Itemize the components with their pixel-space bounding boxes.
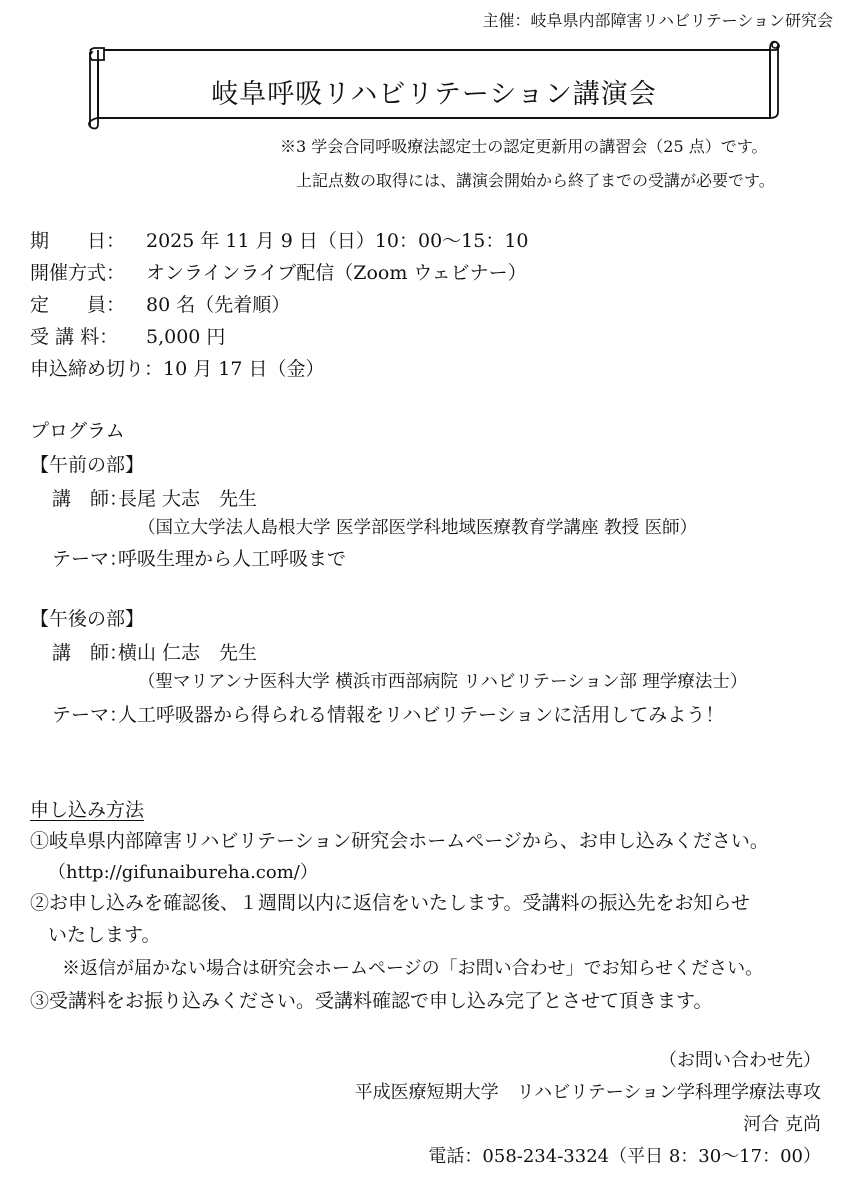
application-step-2: ②お申し込みを確認後、１週間以内に返信をいたします。受講料の振込先をお知らせ (30, 892, 750, 914)
contact-phone: 電話：058-234-3324（平日 8：30〜17：00） (428, 1146, 821, 1167)
morning-lecturer-label: 講 師： (52, 488, 129, 510)
info-row-date (30, 228, 529, 260)
date-label: 期 日： (30, 230, 126, 252)
application-heading: 申し込み方法 (30, 799, 145, 821)
afternoon-lecturer-name: 横山 仁志 先生 (118, 642, 258, 664)
application-step-3: ③受講料をお振り込みください。受講料確認で申し込み完了とさせて頂きます。 (30, 990, 713, 1012)
fee-value: 5,000 円 (146, 326, 226, 348)
application-step-2-continued: いたします。 (48, 924, 161, 946)
afternoon-theme: 人工呼吸器から得られる情報をリハビリテーションに活用してみよう！ (118, 704, 725, 726)
morning-theme-label: テーマ： (52, 548, 129, 570)
afternoon-theme-label: テーマ： (52, 704, 129, 726)
contact-person: 河合 克尚 (743, 1114, 821, 1135)
capacity-label: 定 員： (30, 294, 126, 316)
info-row-capacity (30, 292, 529, 324)
contact-organization: 平成医療短期大学 リハビリテーション学科理学療法専攻 (354, 1082, 821, 1103)
morning-theme: 呼吸生理から人工呼吸まで (118, 548, 347, 570)
afternoon-lecturer-label: 講 師： (52, 642, 129, 664)
fee-label: 受 講 料： (30, 326, 119, 348)
morning-lecturer-affiliation: （国立大学法人島根大学 医学部医学科地域医療教育学講座 教授 医師） (138, 518, 698, 538)
homepage-url-link[interactable]: （http://gifunaibureha.com/） (48, 862, 318, 883)
format-label: 開催方式： (30, 262, 126, 284)
program-heading: プログラム (30, 420, 125, 442)
info-row-fee (30, 324, 529, 356)
note-certification: ※3 学会合同呼吸療法認定士の認定更新用の講習会（25 点）です。 (280, 137, 768, 156)
deadline-value: 10 月 17 日（金） (163, 358, 325, 380)
info-row-format (30, 260, 529, 292)
morning-lecturer-name: 長尾 大志 先生 (118, 488, 258, 510)
note-attendance: 上記点数の取得には、講演会開始から終了までの受講が必要です。 (296, 171, 775, 190)
format-value: オンラインライブ配信（Zoom ウェビナー） (146, 262, 527, 284)
application-step-2-note: ※返信が届かない場合は研究会ホームページの「お問い合わせ」でお知らせください。 (62, 958, 764, 979)
contact-heading: （お問い合わせ先） (659, 1050, 821, 1071)
morning-section-heading: 【午前の部】 (30, 454, 145, 476)
afternoon-lecturer-affiliation: （聖マリアンナ医科大学 横浜市西部病院 リハビリテーション部 理学療法士） (138, 672, 748, 692)
afternoon-section-heading: 【午後の部】 (30, 608, 145, 630)
info-row-deadline (30, 356, 529, 388)
capacity-value: 80 名（先着順） (146, 294, 291, 316)
deadline-label: 申込締め切り： (30, 358, 164, 380)
event-info (30, 228, 529, 388)
title-banner (84, 36, 784, 132)
application-step-1: ①岐阜県内部障害リハビリテーション研究会ホームページから、お申し込みください。 (30, 830, 769, 852)
date-value: 2025 年 11 月 9 日（日）10：00〜15：10 (146, 230, 529, 252)
event-title: 岐阜呼吸リハビリテーション講演会 (211, 79, 657, 110)
organizer-text: 主催：岐阜県内部障害リハビリテーション研究会 (482, 11, 833, 30)
